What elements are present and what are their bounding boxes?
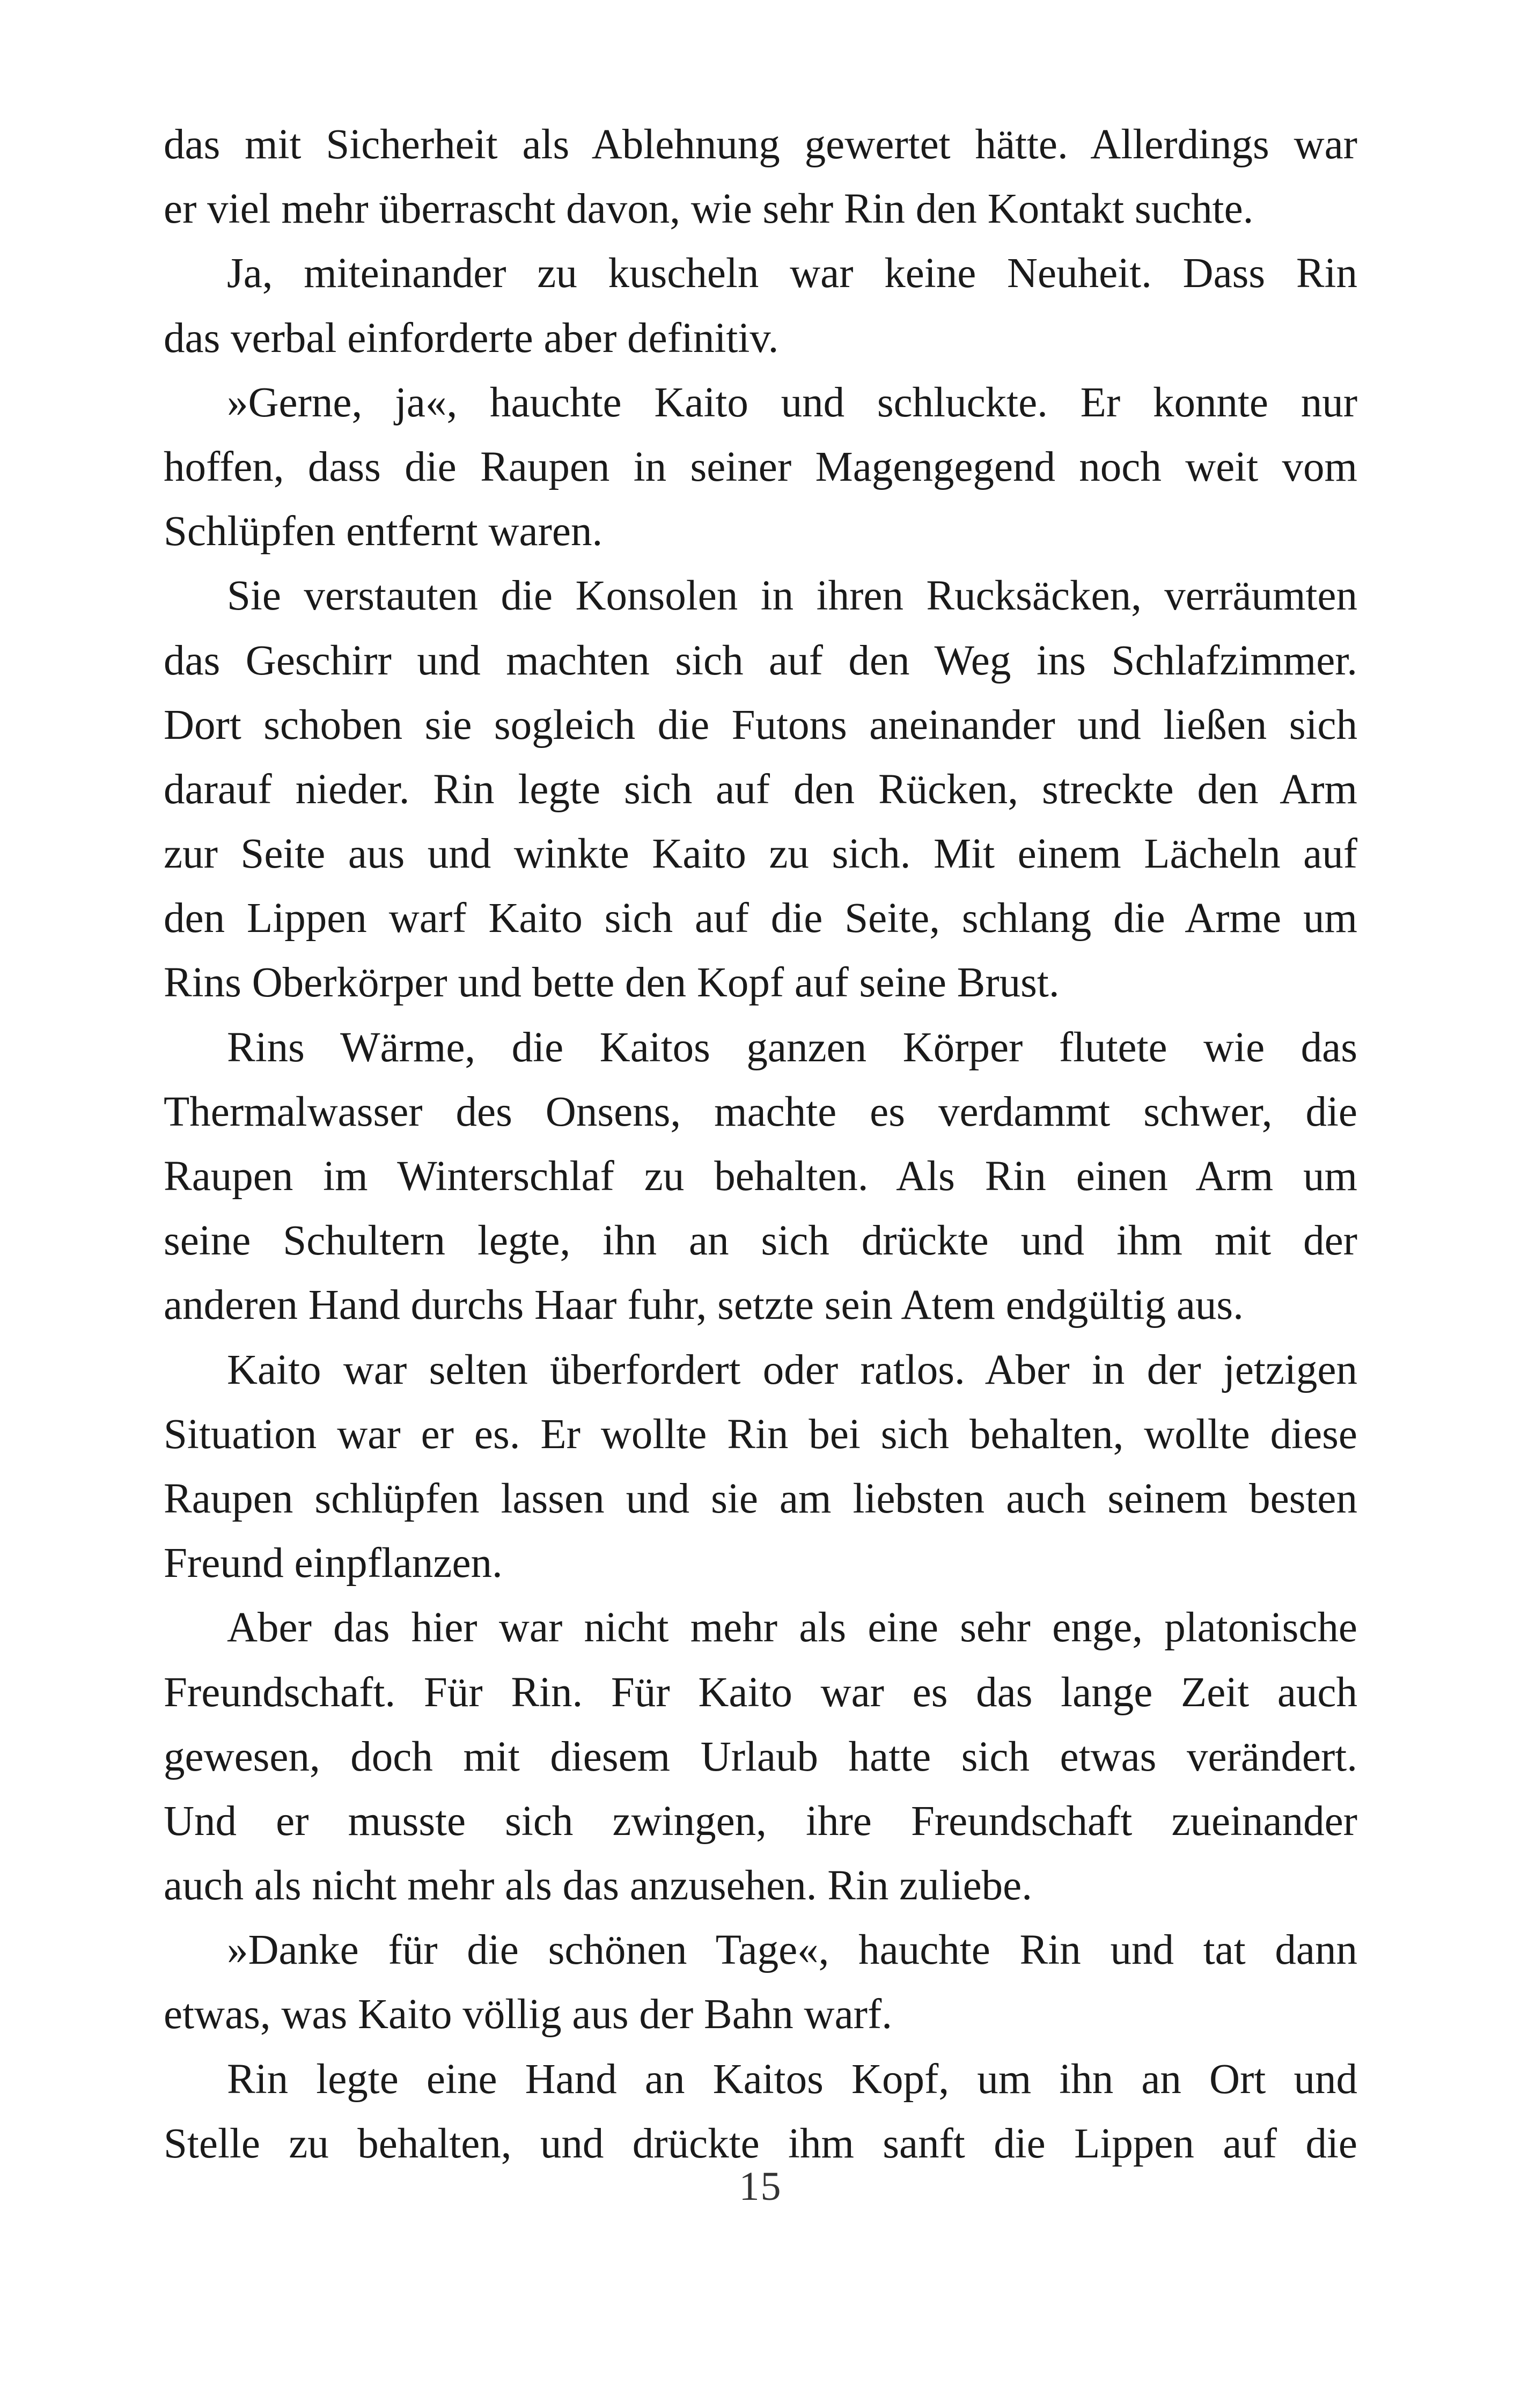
text-line: zur Seite aus und winkte Kaito zu sich. Mit einem Lächeln auf (164, 831, 1357, 878)
text-line: Stelle zu behalten, und drückte ihm sanft die Lippen auf die (164, 2120, 1357, 2167)
paragraph (164, 1016, 1357, 1338)
text-line: auch als nicht mehr als das anzusehen. Rin zuliebe. (164, 1862, 1032, 1910)
paragraph (164, 1918, 1357, 2047)
paragraph (164, 564, 1357, 1015)
paragraph (164, 1596, 1357, 1918)
paragraph (164, 2047, 1357, 2176)
body-text (164, 113, 1357, 2176)
text-line: Rins Wärme, die Kaitos ganzen Körper flutete wie das (227, 1024, 1357, 1071)
paragraph (164, 113, 1357, 241)
text-line: er viel mehr überrascht davon, wie sehr Rin den Kontakt suchte. (164, 186, 1254, 233)
text-line: »Gerne, ja«, hauchte Kaito und schluckte. Er konnte nur (227, 379, 1357, 426)
text-line: Rins Oberkörper und bette den Kopf auf seine Brust. (164, 959, 1060, 1007)
text-line: darauf nieder. Rin legte sich auf den Rücken, streckte den Arm (164, 766, 1357, 813)
text-line: Aber das hier war nicht mehr als eine sehr enge, platonische (227, 1604, 1357, 1651)
text-line: etwas, was Kaito völlig aus der Bahn warf. (164, 1991, 893, 2038)
text-line: Raupen schlüpfen lassen und sie am liebsten auch seinem besten (164, 1475, 1357, 1522)
text-line: Rin legte eine Hand an Kaitos Kopf, um ihn an Ort und (227, 2055, 1357, 2103)
text-line: »Danke für die schönen Tage«, hauchte Rin und tat dann (227, 1927, 1357, 1974)
text-line: das mit Sicherheit als Ablehnung gewertet hätte. Allerdings war (164, 121, 1357, 168)
text-line: Sie verstauten die Konsolen in ihren Rucksäcken, verräumten (227, 572, 1357, 620)
paragraph (164, 241, 1357, 370)
paragraph (164, 1338, 1357, 1596)
text-line: Freundschaft. Für Rin. Für Kaito war es das lange Zeit auch (164, 1669, 1357, 1716)
text-line: den Lippen warf Kaito sich auf die Seite, schlang die Arme um (164, 895, 1357, 942)
text-line: Thermalwasser des Onsens, machte es verdammt schwer, die (164, 1088, 1357, 1135)
text-line: anderen Hand durchs Haar fuhr, setzte sein Atem endgültig aus. (164, 1282, 1244, 1329)
text-line: Raupen im Winterschlaf zu behalten. Als Rin einen Arm um (164, 1153, 1357, 1200)
page-number: 15 (739, 2164, 782, 2209)
paragraph (164, 371, 1357, 564)
text-line: Und er musste sich zwingen, ihre Freundschaft zueinander (164, 1797, 1357, 1845)
text-line: hoffen, dass die Raupen in seiner Magengegend noch weit vom (164, 443, 1357, 490)
text-line: Dort schoben sie sogleich die Futons aneinander und ließen sich (164, 701, 1357, 748)
text-line: gewesen, doch mit diesem Urlaub hatte sich etwas verändert. (164, 1733, 1357, 1780)
text-line: Kaito war selten überfordert oder ratlos. Aber in der jetzigen (227, 1346, 1357, 1393)
text-line: Ja, miteinander zu kuscheln war keine Neuheit. Dass Rin (227, 250, 1357, 297)
text-line: Situation war er es. Er wollte Rin bei sich behalten, wollte diese (164, 1411, 1357, 1458)
text-line: seine Schultern legte, ihn an sich drückte und ihm mit der (164, 1217, 1357, 1265)
text-line: Freund einpflanzen. (164, 1540, 503, 1587)
text-line: das verbal einforderte aber definitiv. (164, 314, 779, 362)
text-line: Schlüpfen entfernt waren. (164, 508, 603, 555)
text-line: das Geschirr und machten sich auf den Weg ins Schlafzimmer. (164, 637, 1357, 684)
